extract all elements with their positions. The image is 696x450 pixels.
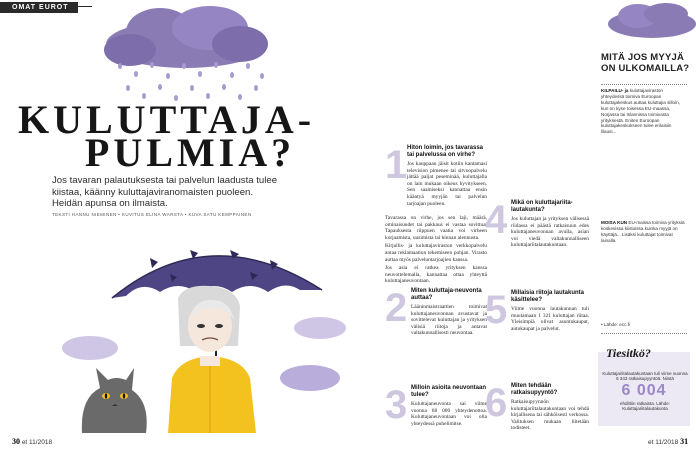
question-number: 1 [385,143,408,187]
sidebar-divider [601,333,687,334]
question-text: Lääninmaistraattien toimivat kuluttajaneuvonnan avustavat ja sovittelevat kuluttajan ja yrityksen välisiä riitoja ja antavat valtakunnallisesti neuvontaa. [411,304,487,337]
right-page-folio [648,437,688,446]
question-heading: Miten kuluttaja-neuvonta auttaa? [411,288,482,301]
question-number: 5 [485,288,508,332]
question-number: 4 [485,198,508,242]
question-heading: Hiton loimin, jos tavarassa tai palvelussa on virhe? [407,145,484,158]
did-you-know-number: 6 004 [621,382,667,399]
sidebar-divider [601,84,687,85]
question-text: Jos kuluttajan ja yrityksen välisessä riidassa ei päästä ratkaisuun edes kuluttajaneuvonnan avulla, asian voi viedä valtakunnalliseen kuluttajariitalautakuntaan. [511,216,589,249]
sidebar-cloud-illustration [600,2,696,42]
article-headline [18,97,318,175]
question-number: 3 [385,383,408,427]
did-you-know-text: Kuluttajariitalautakuntaan tuli viime vuonna 6 343 ratkaisupyyntöä. Niistä [602,371,688,382]
question-block-5 [485,290,589,380]
question-text: Viime vuonna lautakunnan tuli muutamaan 1 321 kuluttajan riitaa. Yleisimpiä olivat asuntokaupat, autokaupat ja palvelut. [511,306,589,332]
section-tag-rule [78,6,92,7]
sidebar-body: EU-maissa toimiva yrityksiä koskevissa kiistoissa kuinka myyjä on käyttäjä... Lisäksi kuluttajat toimivat lainalla. [601,220,685,243]
section-label: OMAT EUROT [12,4,69,11]
question-text: Ratkaisupyynnön kuluttajariitalautakuntaan voi tehdä kirjallisena tai sähköisesti verkossa. Valituksen mukaan liitetään todisteet. [511,399,589,432]
sidebar-source: • Lähde: ecc.fi [601,322,630,327]
body-column [385,215,487,287]
question-block-2 [385,288,487,378]
sidebar-body: kuluttajaviraston yhteydessä toimiva Euroopan kuluttajakeskus auttaa kuluttajia silloin, kun on kyse toisessa EU-maassa, Norjassa tai Islannissa toimivasta yrityksestä. Eniten Euroopan kuluttajakeskukseen tulee erilaisiin lilausi... [601,88,680,135]
did-you-know-title: Tiesitkö? [606,346,651,360]
headline-line-2: PULMIA? [84,130,296,175]
question-number: 2 [385,286,408,330]
question-number: 6 [485,381,508,425]
did-you-know-subtext: ehdittiin ratkaista. Lähde: Kuluttajariitalautakunta [619,401,671,412]
sidebar-paragraph-1 [601,88,687,135]
right-issue: et 11/2018 [648,439,679,446]
sidebar-lead-in: KILPAILU- ja [601,88,629,93]
question-heading: Millaisia riitoja lautakunta käsittelee? [511,290,585,303]
question-block-6 [485,383,589,435]
right-page-number: 31 [680,437,689,446]
body-paragraph: Kirjallis- ja kuluttajaviraston verkkopalvelu antaa reklamaation tekemiseen pohjan. Virasto auttaa myös palveluntarjoajien kanssa. [385,243,487,263]
sidebar-lead-in: MOISA KUN [601,220,628,225]
question-block-3 [385,385,487,435]
section-tag [0,2,78,13]
article-credit: TEKSTI HANNU NIEMINEN • KUVITUS ELINA WARSTA • KUVA SATU KEMPPAINEN [52,212,252,217]
woman-with-umbrella-illustration [60,228,350,433]
question-text: Kuluttajaneuvonta sai viime vuonna 68 000 yhteydenottoa. Kuluttajaneuvontaan voi olla yhteydessä puhelimitse. [411,401,487,427]
sidebar-paragraph-2 [601,220,687,244]
question-text: Jos kauppaan jäisit kotiin kantamasi television pimenee tai sitvoopalvelu jättää paljat peseminää, kuluttajalla on lain mukaan oikeus hyvitykseen. Sen saamiseksi kannattaa ensin kääntyä myyjän tai palvelun tarjoajan puoleen. [407,161,487,207]
question-heading: Mikä on kuluttajariita-lautakunta? [511,200,573,213]
body-paragraph: Jos asia ei ratkea yrityksen kanssa neuvottelemalla, kannattaa ottaa yhteyttä kuluttajaneuvontaan. [385,265,487,285]
left-page-folio [12,437,52,446]
question-heading: Milloin asioita neuvontaan tulee? [411,385,487,398]
left-page-number: 30 [12,437,20,446]
left-issue: et 11/2018 [21,439,53,446]
headline-line-1: KULUTTAJA- [18,97,316,142]
article-lead: Jos tavaran palautuksesta tai palvelun laadusta tulee kiistaa, käänny kuluttajaviranomaisten puoleen. Heidän apunsa on ilmaista. [52,175,278,209]
body-paragraph: Tavarassa on virhe, jos sen laji, määrä, ominaisuudet tai pakkaus ei vastaa sovittua. Tapauksesta riippuen vaatia voi virheen korjaamista, uusimista tai hinnan alennusta. [385,215,487,241]
question-block-4 [485,200,589,290]
sidebar-title: MITÄ JOS MYYJÄ ON ULKOMAILLA? [601,52,690,74]
question-heading: Miten tehdään ratkaisupyyntö? [511,383,558,396]
